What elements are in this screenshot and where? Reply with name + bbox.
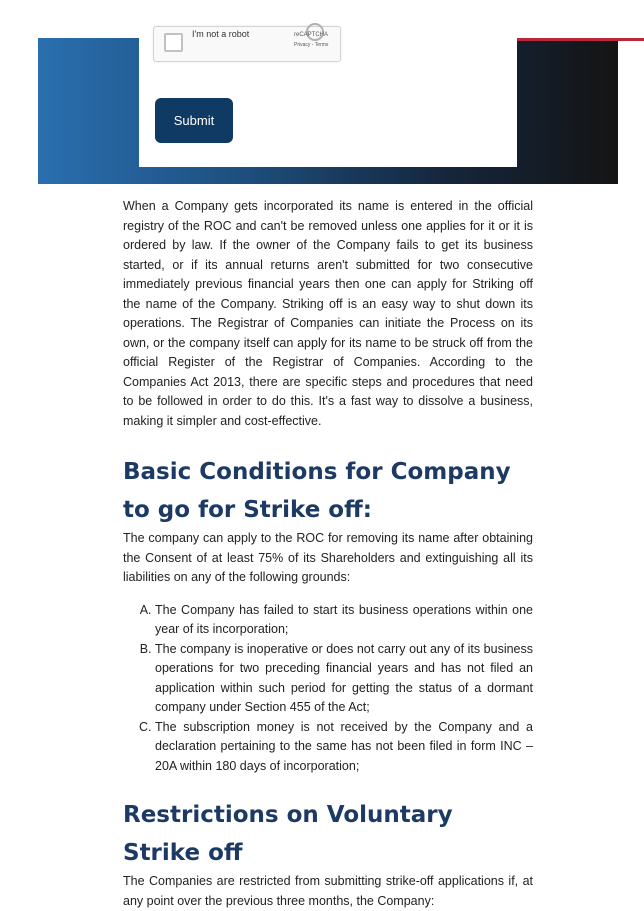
article-content: [123, 197, 533, 911]
conditions-list: [123, 601, 533, 777]
list-item: A. The Company has failed to start its business operations within one year of its incorporation;: [155, 601, 533, 640]
submit-button[interactable]: Submit: [155, 98, 233, 143]
restrictions-intro: The Companies are restricted from submitting strike-off applications if, at any point over the previous three months, the Company:: [123, 874, 533, 908]
list-item: C. The subscription money is not received by the Company and a declaration pertaining to the same has not been filed in form INC – 20A within 180 days of incorporation;: [155, 718, 533, 777]
intro-paragraph: When a Company gets incorporated its name is entered in the official registry of the ROC and can't be removed unless one applies for it or it is ordered by law. If the owner of the Company fails to get its business started, or if its annual returns aren't submitted for two consecutive immediately previous financial years then one can apply for Striking off the name of the Company. Striking off is an easy way to shut down its operations. The Registrar of Companies can initiate the Process on its own, or the company itself can apply for its name to be struck off from the official Register of the Registrar of Companies. According to the Companies Act 2013, there are specific steps and procedures that need to be followed in order to do this. It's a fast way to dissolve a business, making it simpler and cost-effective.: [123, 199, 533, 428]
list-item: B. The company is inoperative or does not carry out any of its business operations for two preceding financial years and has not filed an application within such period for getting the status of a dormant company under Section 455 of the Act;: [155, 640, 533, 718]
conditions-intro: The company can apply to the ROC for removing its name after obtaining the Consent of at least 75% of its Shareholders and extinguishing all its liabilities on any of the following grounds:: [123, 531, 533, 584]
contact-form-card: [139, 29, 517, 167]
recaptcha-brand: reCAPTCHA: [294, 32, 329, 38]
captcha-label: I'm not a robot: [192, 29, 250, 39]
recaptcha-widget[interactable]: [153, 26, 341, 62]
hero-banner: [38, 29, 618, 184]
recaptcha-privacy-terms[interactable]: Privacy - Terms: [294, 42, 329, 48]
heading-basic-conditions: Basic Conditions for Company to go for Strike off:: [123, 459, 511, 523]
heading-restrictions: Restrictions on Voluntary Strike off: [123, 802, 453, 866]
captcha-checkbox[interactable]: [164, 33, 183, 52]
